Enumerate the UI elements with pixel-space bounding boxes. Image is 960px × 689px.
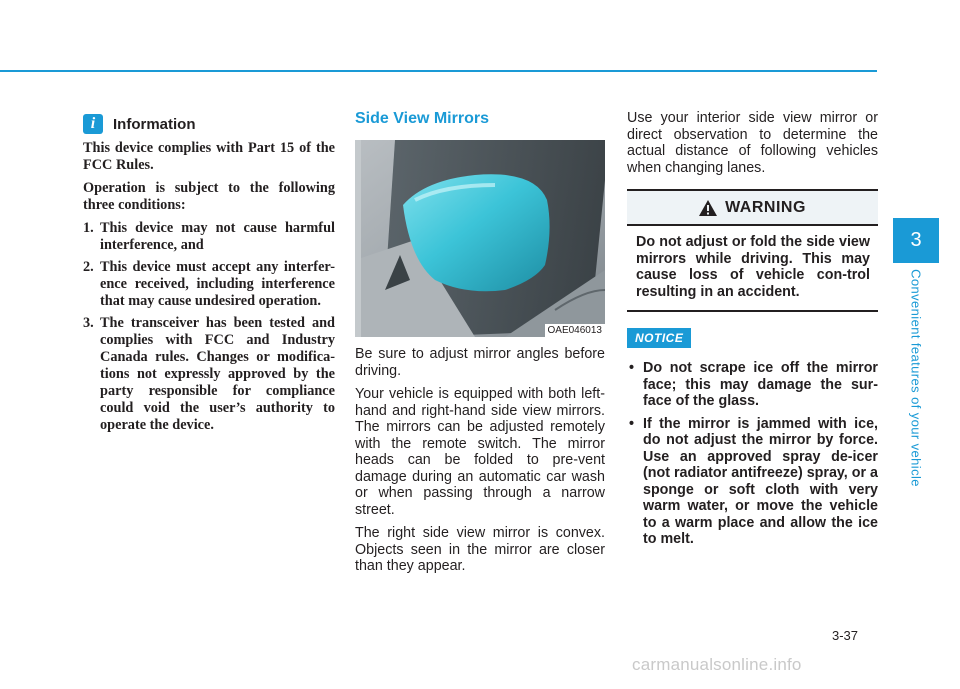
chapter-tab: 3 xyxy=(893,218,939,263)
warning-triangle-icon xyxy=(699,200,717,216)
mirrors-body xyxy=(355,346,605,575)
warning-box xyxy=(627,189,878,312)
side-mirror-photo xyxy=(355,140,605,337)
mirrors-paragraph: Your vehicle is equipped with both left-hand and right-hand side view mirrors. The mirrors can be adjusted remotely with the remote switch. The mirror heads can be folded to pre-vent damage during an automatic car wash or when passing through a narrow street. xyxy=(355,386,605,518)
notice-badge: NOTICE xyxy=(627,328,691,348)
warning-text: Do not adjust or fold the side view mirrors while driving. This may cause loss of vehicle con-trol resulting in an accident. xyxy=(636,234,870,300)
information-paragraph: This device complies with Part 15 of the FCC Rules. xyxy=(83,140,335,173)
condition-number: 1. xyxy=(83,220,94,236)
page-number: 3-37 xyxy=(832,628,859,643)
side-mirror-illustration xyxy=(355,140,605,337)
condition-text: This device may not cause harmful interference, and xyxy=(100,220,335,253)
condition-number: 3. xyxy=(83,315,94,331)
condition-item xyxy=(83,315,335,434)
condition-text: This device must accept any interfer-ence received, including interference that may cause undesired operation. xyxy=(100,259,335,309)
warning-label: WARNING xyxy=(725,198,806,216)
condition-item xyxy=(83,220,335,254)
mirrors-section xyxy=(355,110,605,582)
condition-number: 2. xyxy=(83,259,94,275)
mirrors-paragraph: Be sure to adjust mirror angles before driving. xyxy=(355,346,605,379)
image-caption: OAE046013 xyxy=(545,324,606,337)
notice-list xyxy=(627,360,878,548)
warning-header xyxy=(627,191,878,226)
watermark: carmanualsonline.info xyxy=(632,655,802,674)
condition-item xyxy=(83,259,335,310)
information-icon: i xyxy=(83,114,103,134)
notice-item: • If the mirror is jammed with ice, do not adjust the mirror by force. Use an approved spray de-icer (not radiator antifreeze) spray, or a sponge or soft cloth with very warm water, or move the vehicle to a warm place and allow the ice to melt. xyxy=(627,416,878,548)
information-header xyxy=(83,114,335,134)
information-body xyxy=(83,140,335,434)
right-column xyxy=(627,110,878,554)
conditions-list xyxy=(83,220,335,434)
mirrors-paragraph: The right side view mirror is convex. Objects seen in the mirror are closer than they appear. xyxy=(355,525,605,574)
lane-change-paragraph: Use your interior side view mirror or direct observation to determine the actual distance of following vehicles when changing lanes. xyxy=(627,110,878,176)
information-paragraph: Operation is subject to the following three conditions: xyxy=(83,180,335,213)
chapter-title: Convenient features of your vehicle xyxy=(908,269,924,487)
information-title: Information xyxy=(113,115,196,133)
condition-text: The transceiver has been tested and complies with FCC and Industry Canada rules. Changes or modifica-tions not expressly approved by the party responsible for compliance could void the user’s authority to operate the device. xyxy=(100,315,335,433)
information-section xyxy=(83,114,335,439)
header-rule xyxy=(0,70,877,72)
section-title: Side View Mirrors xyxy=(355,110,489,127)
notice-item: • Do not scrape ice off the mirror face; this may damage the sur-face of the glass. xyxy=(627,360,878,410)
